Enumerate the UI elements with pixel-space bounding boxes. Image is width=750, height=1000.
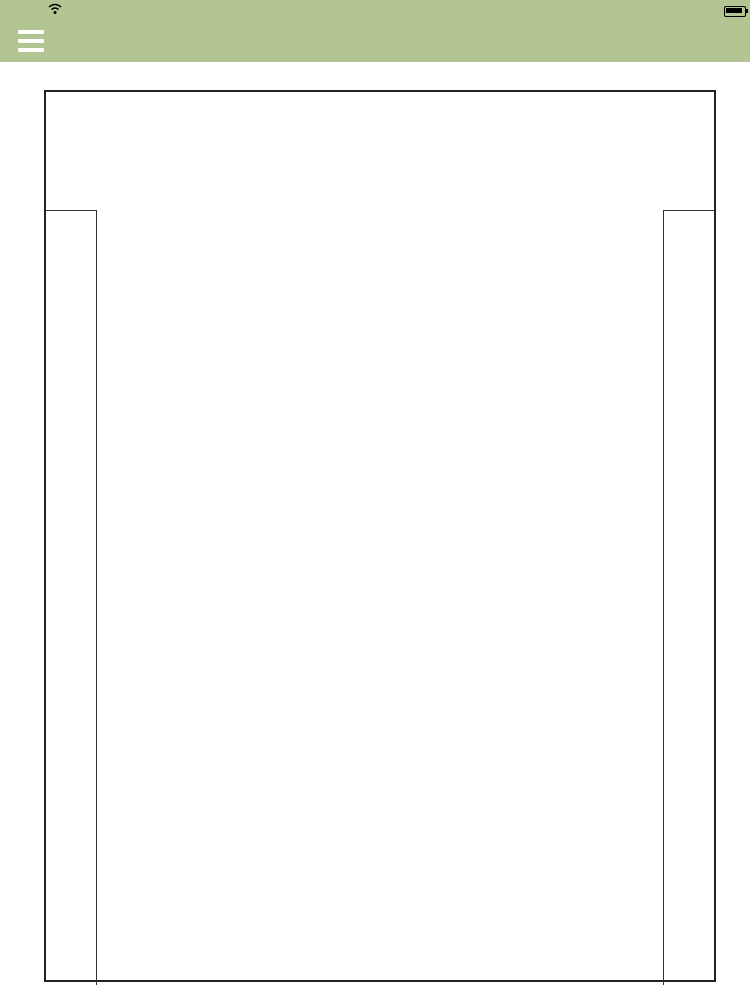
battery-icon: [724, 6, 746, 17]
content-area[interactable]: [0, 62, 750, 1000]
scripture-page-image: [44, 90, 716, 982]
status-bar: [0, 0, 750, 22]
incense-burner-row: [46, 156, 714, 210]
navigation-bar: [0, 22, 750, 62]
document-title: [196, 100, 566, 162]
left-burner-column: [46, 210, 97, 985]
wifi-icon: [48, 3, 62, 18]
hamburger-menu-icon[interactable]: [18, 30, 44, 52]
right-burner-column: [663, 210, 714, 985]
scripture-text: [101, 210, 659, 984]
